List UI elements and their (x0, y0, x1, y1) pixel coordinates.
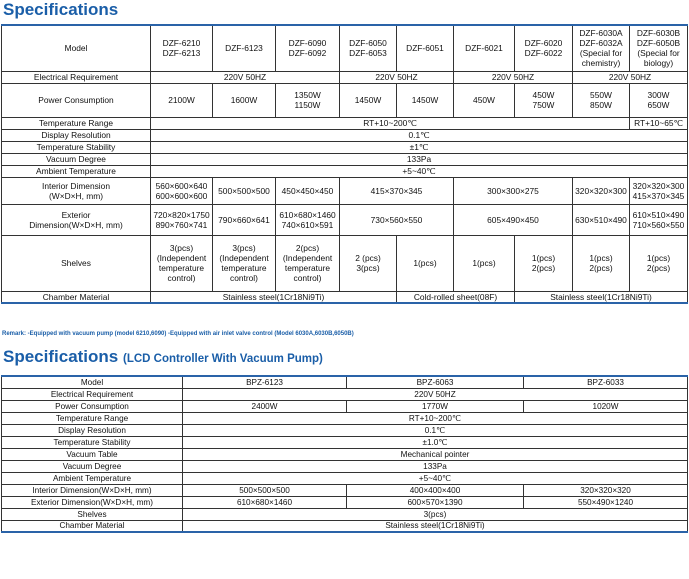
stability-cell: ±1℃ (151, 141, 688, 153)
power-cell: 1600W (213, 83, 276, 117)
power-cell: 550W 850W (573, 83, 630, 117)
model-cell: DZF-6021 (454, 25, 515, 71)
elec-cell: 220V 50HZ (573, 71, 688, 83)
row-power (2, 83, 688, 117)
interior-cell: 415×370×345 (340, 177, 454, 204)
label-power: Power Consumption (2, 400, 183, 412)
display-cell: 0.1℃ (183, 424, 688, 436)
interior-cell: 300×300×275 (454, 177, 573, 204)
interior-cell: 320×320×300 415×370×345 (630, 177, 688, 204)
section-title-lcd-specifications: Specifications (LCD Controller With Vacuum Pump) (3, 347, 323, 366)
elec-cell: 220V 50HZ (454, 71, 573, 83)
label-material: Chamber Material (2, 520, 183, 532)
row-temp-range (2, 117, 688, 129)
model-cell: DZF-6051 (397, 25, 454, 71)
row-material (2, 520, 688, 532)
material-cell: Cold-rolled sheet(08F) (397, 291, 515, 303)
label-ambient: Ambient Temperature (2, 472, 183, 484)
shelves-cell: 1(pcs) 2(pcs) (630, 235, 688, 291)
spec-table-dzf (1, 24, 688, 304)
exterior-cell: 610×510×490 710×560×550 (630, 204, 688, 235)
row-shelves (2, 235, 688, 291)
model-cell: BPZ-6063 (347, 376, 524, 388)
ambient-cell: +5~40℃ (183, 472, 688, 484)
exterior-cell: 630×510×490 (573, 204, 630, 235)
shelves-cell: 1(pcs) 2(pcs) (515, 235, 573, 291)
row-interior (2, 177, 688, 204)
row-material (2, 291, 688, 303)
row-vacuum-table (2, 448, 688, 460)
row-vacuum (2, 460, 688, 472)
label-temp-range: Temperature Range (2, 412, 183, 424)
exterior-cell: 610×680×1460 (183, 496, 347, 508)
label-exterior: Exterior Dimension(W×D×H, mm) (2, 496, 183, 508)
exterior-cell: 720×820×1750 890×760×741 (151, 204, 213, 235)
label-display: Display Resolution (2, 424, 183, 436)
row-interior (2, 484, 688, 496)
row-power (2, 400, 688, 412)
material-cell: Stainless steel(1Cr18Ni9Ti) (151, 291, 397, 303)
power-cell: 450W (454, 83, 515, 117)
vacuum-cell: 133Pa (151, 153, 688, 165)
row-exterior (2, 496, 688, 508)
label-electrical: Electrical Requirement (2, 388, 183, 400)
row-stability (2, 436, 688, 448)
temp-range-cell: RT+10~200℃ (183, 412, 688, 424)
row-vacuum (2, 153, 688, 165)
ambient-cell: +5~40℃ (151, 165, 688, 177)
temp-range-cell: RT+10~200℃ (151, 117, 630, 129)
row-temp-range (2, 412, 688, 424)
exterior-cell: 605×490×450 (454, 204, 573, 235)
shelves-cell: 3(pcs) (Independent temperature control) (213, 235, 276, 291)
label-shelves: Shelves (2, 235, 151, 291)
vacuum-cell: 133Pa (183, 460, 688, 472)
label-model: Model (2, 25, 151, 71)
power-cell: 2100W (151, 83, 213, 117)
shelves-cell: 1(pcs) (454, 235, 515, 291)
shelves-cell: 3(pcs) (Independent temperature control) (151, 235, 213, 291)
elec-cell: 220V 50HZ (151, 71, 340, 83)
power-cell: 1450W (340, 83, 397, 117)
elec-cell: 220V 50HZ (183, 388, 688, 400)
section-subtitle: (LCD Controller With Vacuum Pump) (123, 353, 323, 365)
power-cell: 1450W (397, 83, 454, 117)
exterior-cell: 610×680×1460 740×610×591 (276, 204, 340, 235)
material-cell: Stainless steel(1Cr18Ni9Ti) (515, 291, 688, 303)
shelves-cell: 1(pcs) 2(pcs) (573, 235, 630, 291)
label-interior: Interior Dimension (W×D×H, mm) (2, 177, 151, 204)
power-cell: 300W 650W (630, 83, 688, 117)
exterior-cell: 790×660×641 (213, 204, 276, 235)
label-power: Power Consumption (2, 83, 151, 117)
model-cell: DZF-6123 (213, 25, 276, 71)
label-ambient: Ambient Temperature (2, 165, 151, 177)
shelves-cell: 1(pcs) (397, 235, 454, 291)
interior-cell: 450×450×450 (276, 177, 340, 204)
temp-range-cell: RT+10~65℃ (630, 117, 688, 129)
label-stability: Temperature Stability (2, 436, 183, 448)
display-cell: 0.1℃ (151, 129, 688, 141)
section-title-specifications: Specifications (3, 0, 119, 19)
label-material: Chamber Material (2, 291, 151, 303)
interior-cell: 320×320×320 (524, 484, 688, 496)
material-cell: Stainless steel(1Cr18Ni9Ti) (183, 520, 688, 532)
row-model (2, 376, 688, 388)
model-cell: DZF-6050 DZF-6053 (340, 25, 397, 71)
row-shelves (2, 508, 688, 520)
power-cell: 2400W (183, 400, 347, 412)
row-display (2, 129, 688, 141)
model-cell: DZF-6090 DZF-6092 (276, 25, 340, 71)
exterior-cell: 550×490×1240 (524, 496, 688, 508)
power-cell: 1770W (347, 400, 524, 412)
shelves-cell: 2(pcs) (Independent temperature control) (276, 235, 340, 291)
elec-cell: 220V 50HZ (340, 71, 454, 83)
label-electrical: Electrical Requirement (2, 71, 151, 83)
label-vacuum-table: Vacuum Table (2, 448, 183, 460)
row-ambient (2, 165, 688, 177)
remark-note: Remark: -Equipped with vacuum pump (model 6210,6090) -Equipped with air inlet valve control (Model 6030A,6030B,6050B) (2, 331, 354, 337)
row-exterior (2, 204, 688, 235)
label-model: Model (2, 376, 183, 388)
row-electrical (2, 71, 688, 83)
interior-cell: 400×400×400 (347, 484, 524, 496)
interior-cell: 320×320×300 (573, 177, 630, 204)
power-cell: 1020W (524, 400, 688, 412)
interior-cell: 560×600×640 600×600×600 (151, 177, 213, 204)
interior-cell: 500×500×500 (213, 177, 276, 204)
power-cell: 1350W 1150W (276, 83, 340, 117)
label-stability: Temperature Stability (2, 141, 151, 153)
label-exterior: Exterior Dimension(W×D×H, mm) (2, 204, 151, 235)
exterior-cell: 600×570×1390 (347, 496, 524, 508)
stability-cell: ±1.0℃ (183, 436, 688, 448)
label-interior: Interior Dimension(W×D×H, mm) (2, 484, 183, 496)
model-cell: BPZ-6123 (183, 376, 347, 388)
row-display (2, 424, 688, 436)
spec-table-bpz (1, 375, 688, 533)
row-stability (2, 141, 688, 153)
power-cell: 450W 750W (515, 83, 573, 117)
label-display: Display Resolution (2, 129, 151, 141)
label-shelves: Shelves (2, 508, 183, 520)
interior-cell: 500×500×500 (183, 484, 347, 496)
model-cell: DZF-6030A DZF-6032A (Special for chemistry) (573, 25, 630, 71)
row-electrical (2, 388, 688, 400)
label-vacuum: Vacuum Degree (2, 460, 183, 472)
label-temp-range: Temperature Range (2, 117, 151, 129)
model-cell: DZF-6030B DZF-6050B (Special for biology) (630, 25, 688, 71)
model-cell: DZF-6020 DZF-6022 (515, 25, 573, 71)
row-model (2, 25, 688, 71)
shelves-cell: 2 (pcs) 3(pcs) (340, 235, 397, 291)
row-ambient (2, 472, 688, 484)
shelves-cell: 3(pcs) (183, 508, 688, 520)
model-cell: DZF-6210 DZF-6213 (151, 25, 213, 71)
exterior-cell: 730×560×550 (340, 204, 454, 235)
label-vacuum: Vacuum Degree (2, 153, 151, 165)
model-cell: BPZ-6033 (524, 376, 688, 388)
vacuum-table-cell: Mechanical pointer (183, 448, 688, 460)
